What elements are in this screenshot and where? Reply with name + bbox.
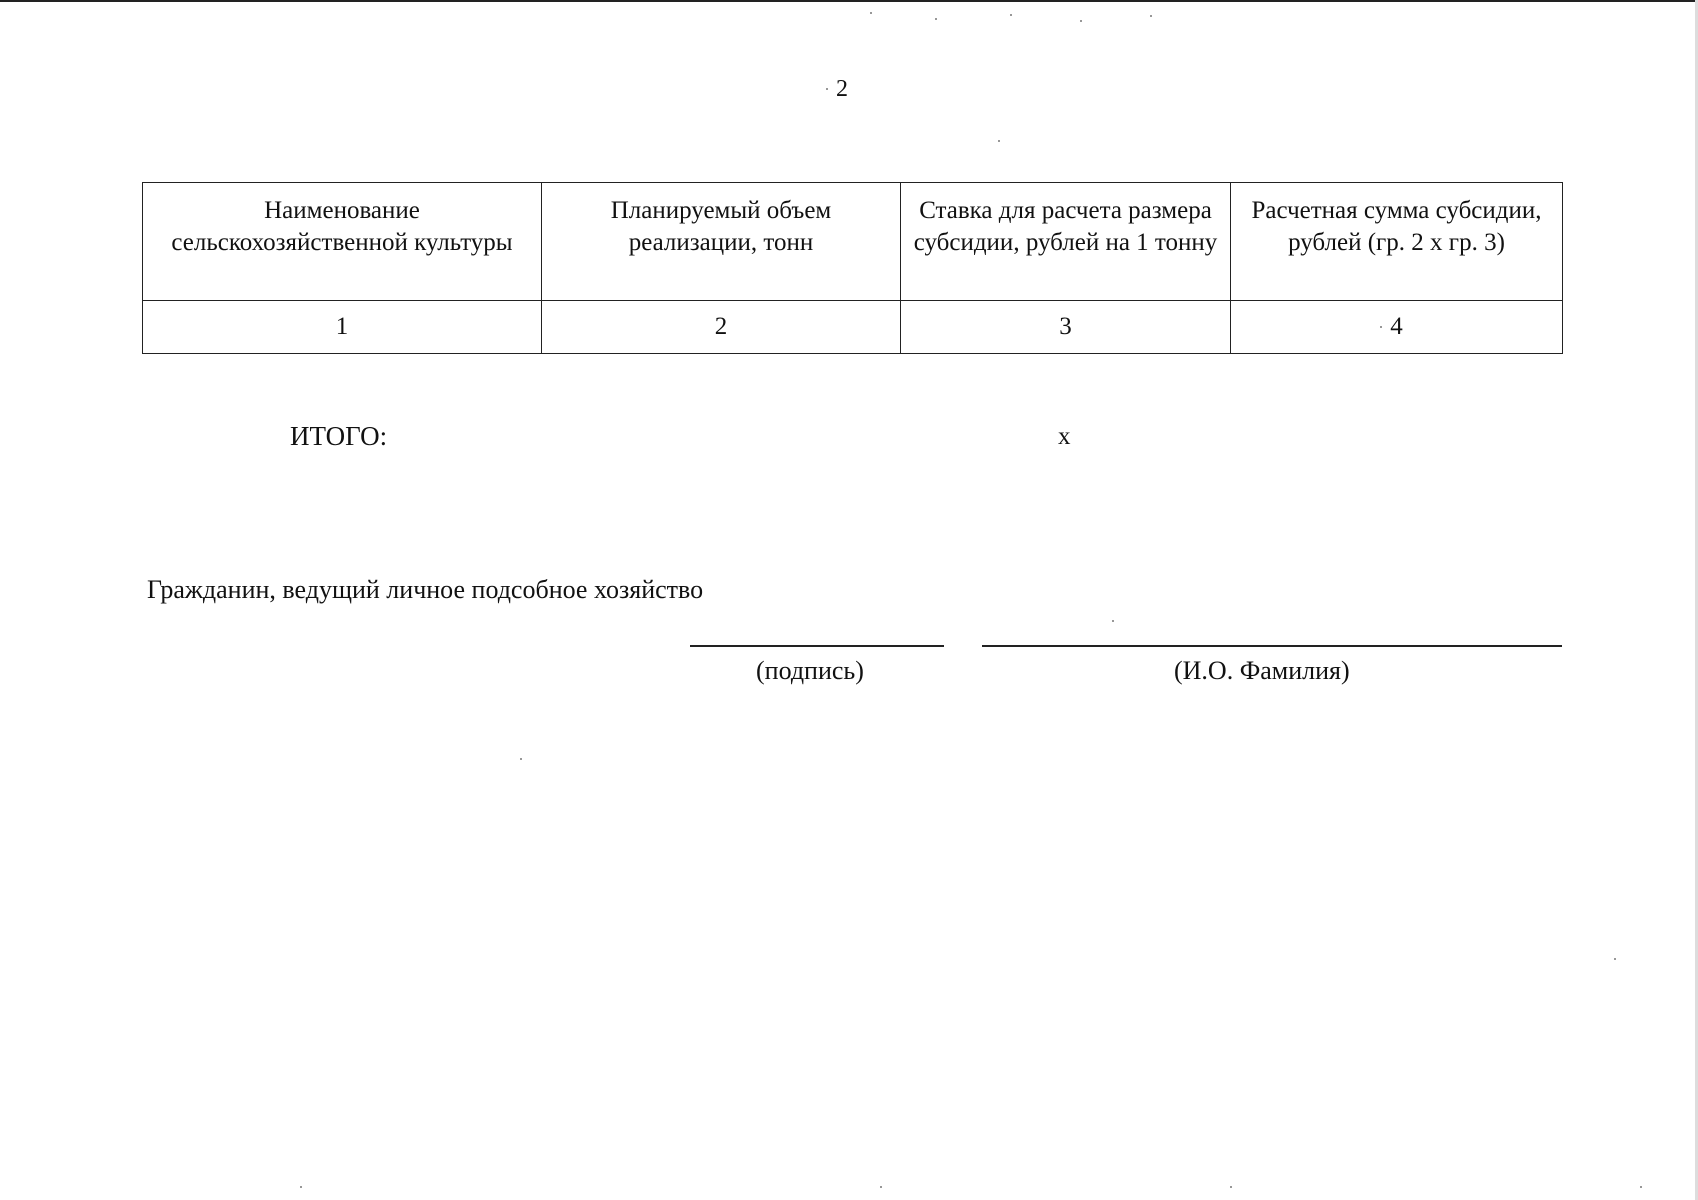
total-rate-mark: х [1058,423,1071,450]
scan-speck [935,18,937,20]
name-line [982,645,1562,647]
total-label: ИТОГО: [290,421,388,451]
table-header-row [143,183,1563,301]
column-number-3: 3 [901,301,1231,354]
scan-speck [1614,958,1616,960]
scan-speck [1150,15,1152,17]
name-caption: (И.О. Фамилия) [1174,656,1350,685]
header-crop-name: Наименование сельскохозяйственной культуры [143,183,542,301]
scan-speck [520,758,522,760]
scan-speck [998,140,1000,142]
scan-speck [1230,1186,1232,1188]
header-planned-volume: Планируемый объем реализации, тонн [542,183,901,301]
signature-line [690,645,944,647]
scan-speck [826,88,828,90]
scan-speck [1380,326,1382,328]
signature-caption: (подпись) [756,656,864,685]
scan-speck [300,1186,302,1188]
column-number-2: 2 [542,301,901,354]
scan-speck [1112,620,1114,622]
header-subsidy-amount: Расчетная сумма субсидии, рублей (гр. 2 х гр. 3) [1231,183,1563,301]
scan-speck [870,12,872,14]
scan-speck [1080,20,1082,22]
page-top-border [0,0,1698,2]
table-row [143,301,1563,354]
header-subsidy-rate: Ставка для расчета размера субсидии, рублей на 1 тонну [901,183,1231,301]
scan-speck [880,1186,882,1188]
scan-speck [1010,14,1012,16]
page-number: 2 [836,76,848,102]
column-number-4: 4 [1231,301,1563,354]
signer-label: Гражданин, ведущий личное подсобное хозяйство [147,575,704,604]
column-number-1: 1 [143,301,542,354]
subsidy-table [142,182,1563,354]
scan-speck [1640,1186,1642,1188]
